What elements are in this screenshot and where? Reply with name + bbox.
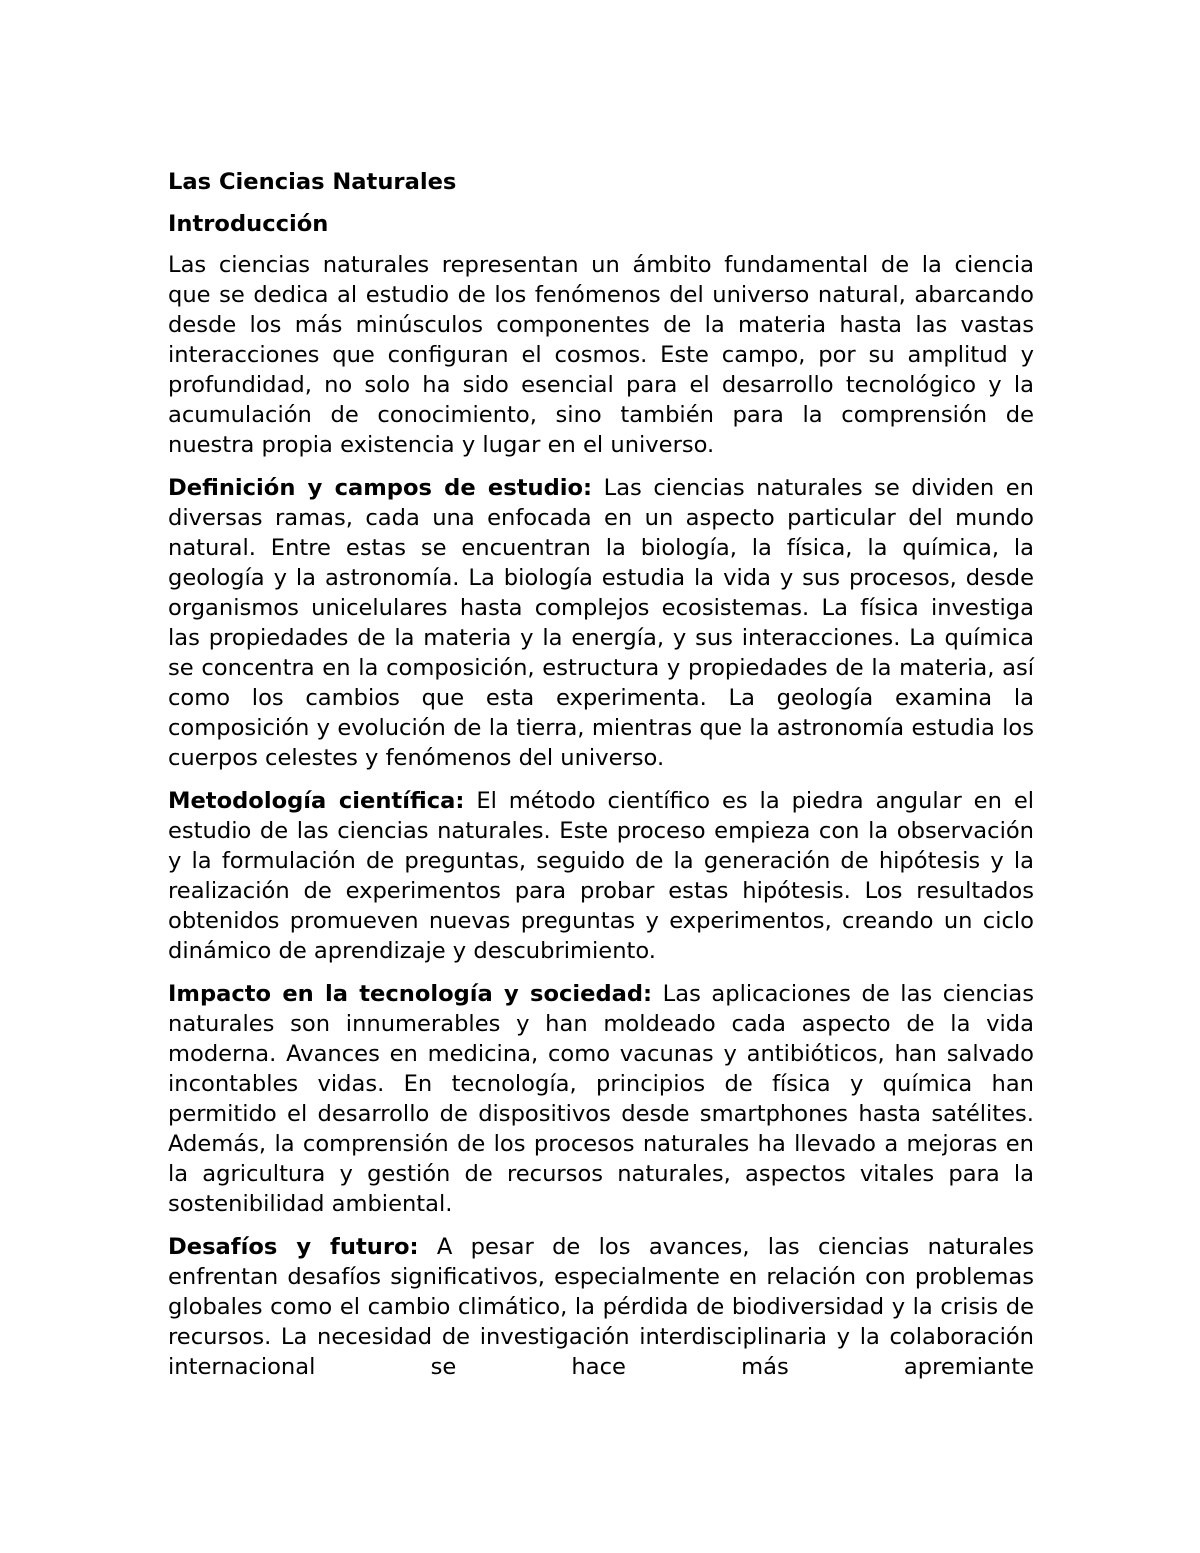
paragraph-body: Las aplicaciones de las ciencias naturales son innumerables y han moldeado cada aspecto de la vida moderna. Avances en medicina, como vacunas y antibióticos, han salvado incontables vidas. En tecnología, principios de física y química han permitido el desarrollo de dispositivos desde smartphones hasta satélites. Además, la comprensión de los procesos naturales ha llevado a mejoras en la agricultura y gestión de recursos naturales, aspectos vitales para la sostenibilidad ambiental. [168, 981, 1035, 1217]
paragraph-lead: Impacto en la tecnología y sociedad: [168, 981, 653, 1007]
document-title: Las Ciencias Naturales [168, 169, 457, 195]
paragraph-definition [168, 473, 1034, 773]
paragraph-lead: Definición y campos de estudio: [168, 475, 593, 501]
paragraph-body: Las ciencias naturales se dividen en diversas ramas, cada una enfocada en un aspecto particular del mundo natural. Entre estas se encuentran la biología, la física, la química, la geología y la astronomía. La biología estudia la vida y sus procesos, desde organismos unicelulares hasta complejos ecosistemas. La física investiga las propiedades de la materia y la energía, y sus interacciones. La química se concentra en la composición, estructura y propiedades de la materia, así como los cambios que esta experimenta. La geología examina la composición y evolución de la tierra, mientras que la astronomía estudia los cuerpos celestes y fenómenos del universo. [168, 475, 1035, 771]
section-heading-introduction: Introducción [168, 211, 329, 237]
document-page [168, 166, 1034, 1395]
paragraph-body: A pesar de los avances, las ciencias naturales enfrentan desafíos significativos, especialmente en relación con problemas globales como el cambio climático, la pérdida de biodiversidad y la crisis de recursos. La necesidad de investigación interdisciplinaria y la colaboración internacional se hace más apremiante [168, 1234, 1034, 1380]
paragraph-impact [168, 979, 1034, 1219]
paragraph-methodology [168, 786, 1034, 966]
intro-paragraph: Las ciencias naturales representan un ámbito fundamental de la ciencia que se dedica al estudio de los fenómenos del universo natural, abarcando desde los más minúsculos componentes de la materia hasta las vastas interacciones que configuran el cosmos. Este campo, por su amplitud y profundidad, no solo ha sido esencial para el desarrollo tecnológico y la acumulación de conocimiento, sino también para la comprensión de nuestra propia existencia y lugar en el universo. [168, 252, 1034, 458]
paragraph-lead: Metodología científica: [168, 788, 465, 814]
paragraph-challenges [168, 1232, 1034, 1382]
paragraph-lead: Desafíos y futuro: [168, 1234, 419, 1260]
paragraph-body: El método científico es la piedra angular en el estudio de las ciencias naturales. Este proceso empieza con la observación y la formulación de preguntas, seguido de la generación de hipótesis y la realización de experimentos para probar estas hipótesis. Los resultados obtenidos promueven nuevas preguntas y experimentos, creando un ciclo dinámico de aprendizaje y descubrimiento. [168, 788, 1035, 964]
